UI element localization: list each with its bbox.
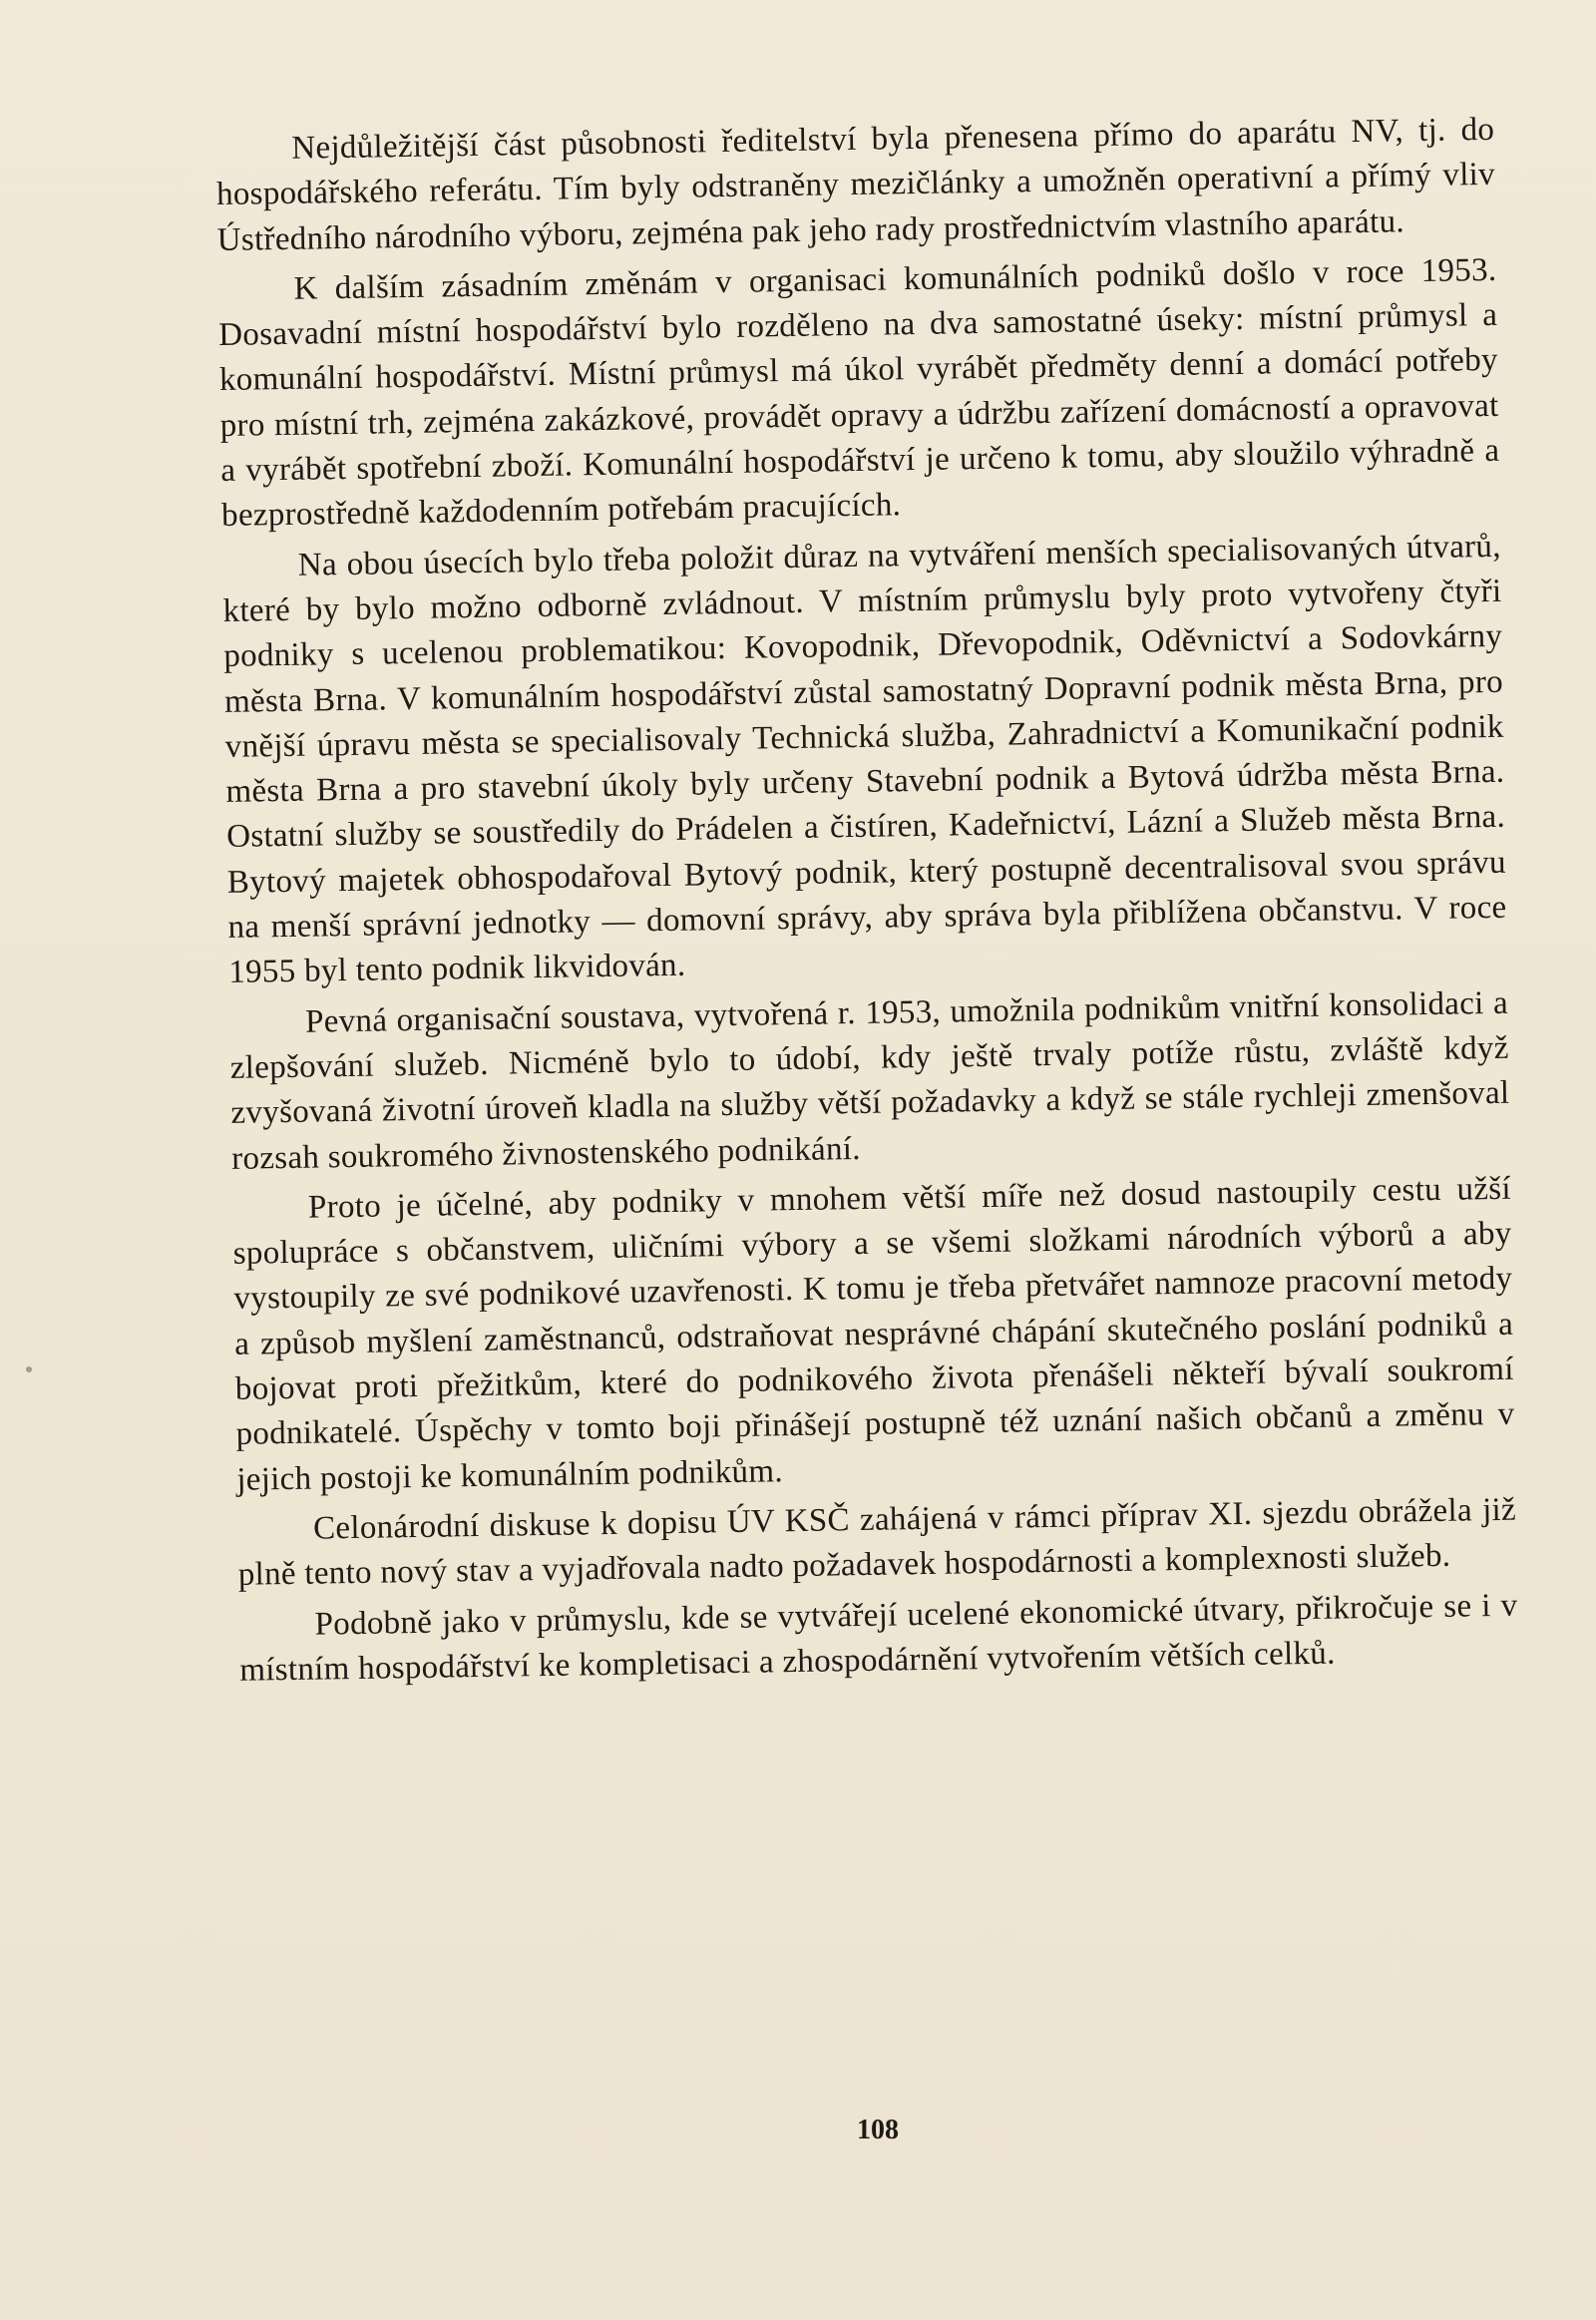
paragraph-2: K dalším zásadním změnám v organisaci komunálních podniků došlo v roce 1953. Dosavadní místní hospodářství bylo rozděleno na dva samostatné úseky: místní průmysl a komunální hospodářství. Místní průmysl má úkol vyrábět předměty denní a domácí potřeby pro místní trh, zejména zakázkové, provádět opravy a údržbu zařízení domácností a opravovat a vyrábět spotřební zboží. Komunální hospodářství je určeno k tomu, aby sloužilo výhradně a bezprostředně každodenním potřebám pracujících. [217,251,1500,535]
paragraph-7: Podobně jako v průmyslu, kde se vytvářejí ucelené ekonomické útvary, přikročuje se i v místním hospodářství ke kompletisaci a zhospodárnění vytvořením větších celků. [239,1587,1518,1689]
page-number: 108 [857,2115,899,2145]
paragraph-4: Pevná organisační soustava, vytvořená r. 1953, umožnila podnikům vnitřní konsolidaci a zlepšování služeb. Nicméně bylo to údobí, kdy ještě trvaly potíže růstu, zvláště když zvyšovaná životní úroveň kladla na služby větší požadavky a když se stále rychleji zmenšoval rozsah soukromého živnostenského podnikání. [229,984,1510,1177]
paragraph-6: Celonárodní diskuse k dopisu ÚV KSČ zahájená v rámci příprav XI. sjezdu obrážela již plně tento nový stav a vyjadřovala nadto požadavek hospodárnosti a komplexnosti služeb. [237,1491,1517,1594]
body-text [215,108,1519,1699]
paragraph-3: Na obou úsecích bylo třeba položit důraz na vytváření menších specialisovaných útvarů, které by bylo možno odborně zvládnout. V místním průmyslu byly proto vytvořeny čtyři podniky s ucelenou problematikou: Kovopodnik, Dřevopodnik, Oděvnictví a Sodovkárny města Brna. V komunálním hospodářství zůstal samostatný Dopravní podnik města Brna, pro vnější úpravu města se specialisovaly Technická služba, Zahradnictví a Komunikační podnik města Brna a pro stavební úkoly byly určeny Stavební podnik a Bytová údržba města Brna. Ostatní služby se soustředily do Prádelen a čistíren, Kadeřnictví, Lázní a Služeb města Brna. Bytový majetek obhospodařoval Bytový podnik, který postupně decentralisoval svou správu na menší správní jednotky — domovní správy, aby správa byla přiblížena občanstvu. V roce 1955 byl tento podnik likvidován. [222,528,1507,991]
paragraph-1: Nejdůležitější část působnosti ředitelství byla přenesena přímo do aparátu NV, tj. do hospodářského referátu. Tím byly odstraněny mezičlánky a umožněn operativní a přímý vliv Ústředního národního výboru, zejména pak jeho rady prostřednictvím vlastního aparátu. [215,111,1496,258]
scan-speck [26,1366,32,1372]
paragraph-5: Proto je účelné, aby podniky v mnohem větší míře než dosud nastoupily cestu užší spolupráce s občanstvem, uličními výbory a se všemi složkami národních výborů a aby vystoupily ze své podnikové uzavřenosti. K tomu je třeba přetvářet namnoze pracovní metody a způsob myšlení zaměstnanců, odstraňovat nesprávné chápání skutečného poslání podniků a bojovat proti přežitkům, které do podnikového života přenášeli někteří bývalí soukromí podnikatelé. Úspěchy v tomto boji přinášejí postupně též uznání našich občanů a změnu v jejich postoji ke komunálním podnikům. [232,1170,1515,1498]
